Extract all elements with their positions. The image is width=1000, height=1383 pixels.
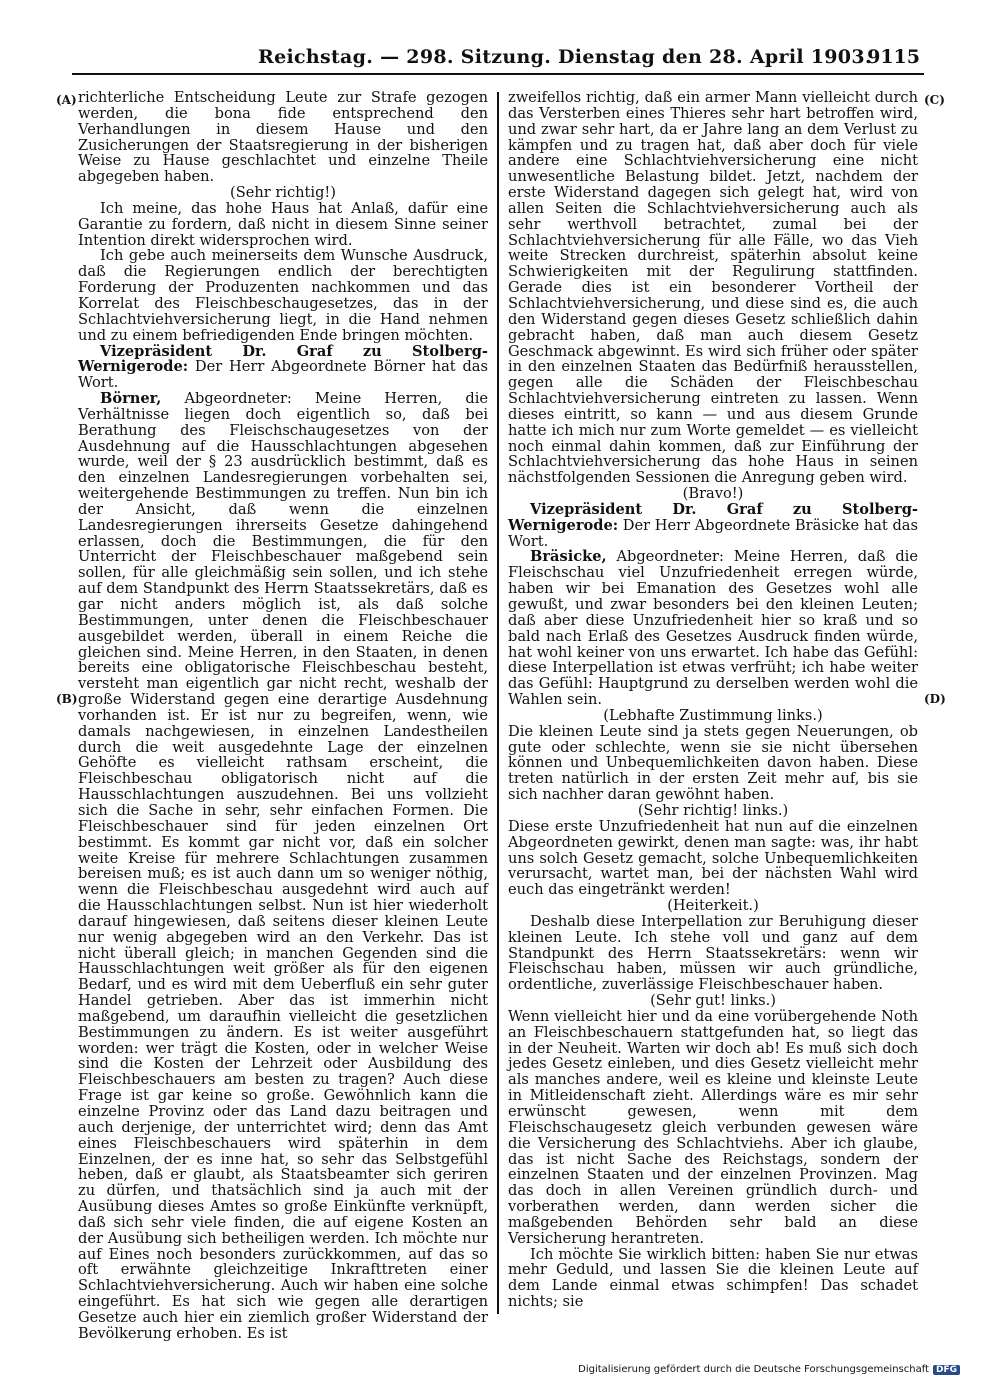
speaker-name: Vizepräsident Dr. Graf zu Stolberg-Wernigerode: [508, 500, 918, 534]
speaker-paragraph [508, 502, 918, 550]
column-divider [497, 92, 499, 1314]
interjection: (Sehr gut! links.) [650, 992, 776, 1010]
paragraph: Ich gebe auch meinerseits dem Wunsche Ausdruck, daß die Regierungen endlich der berechtigten Forderung der Produzenten nachkommen und das Korrelat des Fleischbeschaugesetzes, das in der Schlachtviehversicherung liegt, in die Hand nehmen und zu einem befriedigenden Ende bringen möchten. [78, 247, 488, 344]
speaker-name: Börner, [100, 390, 162, 408]
speaker-paragraph [78, 344, 488, 392]
paragraph: Deshalb diese Interpellation zur Beruhigung dieser kleinen Leute. Ich stehe voll und ganz auf dem Standpunkt des Herrn Staatssekretärs: wenn wir Fleischschau haben, müssen wir auch gründliche, ordentliche, zuverlässige Fleischbeschauer haben. [508, 912, 918, 994]
footer [578, 1364, 960, 1375]
page-title: Reichstag. — 298. Sitzung. Dienstag den 28. April 1903. [258, 46, 872, 68]
speaker-name: Vizepräsident Dr. Graf zu Stolberg-Wernigerode: [78, 342, 488, 376]
speech-text: Abgeordneter: Meine Herren, die Verhältnisse liegen doch eigentlich so, daß bei Berathung des Fleischschaugesetzes von der Ausdehnung auf die Hausschlachtungen abgesehen wurde, weil der § 23 ausdrücklich bestimmt, daß es den einzelnen Landesregierungen vorbehalten sei, weitergehende Bestimmungen zu treffen. Nun bin ich der Ansicht, daß wenn die einzelnen Landesregierungen ihrerseits Gesetze dahingehend erlassen, doch die Bestimmungen, die für den Unterricht der Fleischbeschauer maßgebend sein sollen, für alle gleichmäßig sein sollen, und ich stehe auf dem Standpunkt des Herrn Staatssekretärs, daß es gar nicht anders möglich ist, als daß solche Bestimmungen, unter denen die Fleischbeschauer ausgebildet werden, überall in einem Reiche die gleichen sind. Meine Herren, in den Staaten, in denen bereits eine obligatorische Fleischbeschau besteht, versteht man eigentlich gar nicht recht, weshalb der große Widerstand gegen eine derartige Ausdehnung vorhanden ist. Er ist nur zu begreifen, wenn, wie damals nachgewiesen, in einzelnen Landestheilen durch die weit ausgedehnte Lage der einzelnen Gehöfte es vielleicht rathsam erscheint, die Fleischbeschau obligatorisch nicht auf die Hausschlachtungen auszudehnen. Bei uns vollzieht sich die Sache in sehr, sehr einfachen Formen. Die Fleischbeschauer sind für jeden einzelnen Ort bestimmt. Es kommt gar nicht vor, daß ein solcher weite Kreise für mehrere Schlachtungen zusammen bereisen muß; es ist auch dann um so weniger nöthig, wenn die Fleischbeschau ausgedehnt wird auch auf die Hausschlachtungen selbst. Nun ist hier wiederholt darauf hingewiesen, daß seitens dieser kleinen Leute nur wenig abgegeben wird an den Verkehr. Das ist nicht überall gleich; in manchen Gegenden sind die Hausschlachtungen weit größer als für den eigenen Bedarf, und es wird mit dem Ueberfluß ein sehr guter Handel getrieben. Aber das ist immerhin nicht maßgebend, um daraufhin vielleicht die gesetzlichen Bestimmungen zu ändern. Es ist weiter ausgeführt worden: wer trägt die Kosten, oder in welcher Weise sind die Kosten der Lehrzeit oder Ausbildung des Fleischbeschauers am besten zu tragen? Auch diese Frage ist gar keine so große. Gewöhnlich kann die einzelne Provinz oder das Land dazu beitragen und auch derjenige, der unterrichtet wird; denn das Amt eines Fleischbeschauers wird späterhin in dem Einzelnen, der es inne hat, so sehr das Selbstgefühl heben, daß er glaubt, als Staatsbeamter sich geriren zu dürfen, und thatsächlich sind ja auch mit der Ausübung dieses Amtes so große Einkünfte verknüpft, daß sich sehr viele finden, die auf eigene Kosten an der Ausübung sich betheiligen werden. Ich möchte nur auf Eines noch besonders zurückkommen, auf das so oft erwähnte gleichzeitige Inkrafttreten einer Schlachtviehversicherung. Auch wir haben eine solche eingeführt. Es hat sich wie gegen alle derartigen Gesetze auch hier ein ziemlich großer Widerstand der Bevölkerung erhoben. Es ist [78, 390, 488, 1342]
interjection: (Heiterkeit.) [667, 897, 759, 915]
paragraph: Ich meine, das hohe Haus hat Anlaß, dafür eine Garantie zu fordern, daß nicht in diesem Sinne seiner Intention direkt widersprochen wird. [78, 199, 488, 249]
speaker-paragraph [78, 391, 488, 1342]
speech-text: Der Herr Abgeordnete Börner hat das Wort. [78, 358, 488, 392]
speech-text: Der Herr Abgeordnete Bräsicke hat das Wort. [508, 516, 918, 550]
footer-credit: Digitalisierung gefördert durch die Deutsche Forschungsgemeinschaft [578, 1364, 929, 1375]
left-column [78, 90, 488, 1342]
interjection: (Bravo!) [682, 485, 744, 503]
margin-mark-d: (D) [924, 692, 946, 706]
page-header [0, 44, 1000, 74]
header-rule [72, 73, 924, 75]
dfg-logo: DFG [933, 1365, 960, 1375]
paragraph: Die kleinen Leute sind ja stets gegen Neuerungen, ob gute oder schlechte, wenn sie sie nicht übersehen können und Unbequemlichkeiten davon haben. Diese treten natürlich in der ersten Zeit mehr auf, bis sie sich nachher daran gewöhnt haben. [508, 722, 918, 804]
margin-mark-b: (B) [56, 692, 78, 706]
paragraph: Diese erste Unzufriedenheit hat nun auf die einzelnen Abgeordneten gewirkt, denen man sagte: was, ihr habt uns solch Gesetz gemacht, solche Unbequemlichkeiten verursacht, wartet man, bei der nächsten Wahl wird euch das eingetränkt werden! [508, 817, 918, 899]
right-column [508, 90, 918, 1310]
margin-mark-a: (A) [56, 93, 77, 107]
interjection: (Sehr richtig! links.) [637, 801, 789, 819]
speaker-paragraph [508, 549, 918, 707]
paragraph: richterliche Entscheidung Leute zur Strafe gezogen werden, die bona fide entsprechend den Verhandlungen in diesem Hause und den Zusicherungen der Staatsregierung in der bisherigen Weise zu Hause geschlachtet und einzelne Theile abgegeben haben. [78, 89, 488, 186]
interjection: (Sehr richtig!) [230, 184, 336, 202]
margin-mark-c: (C) [924, 93, 945, 107]
paragraph: Ich möchte Sie wirklich bitten: haben Sie nur etwas mehr Geduld, und lassen Sie die kleinen Leute auf dem Lande einmal etwas schimpfen! Das schadet nichts; sie [508, 1245, 918, 1311]
paragraph: zweifellos richtig, daß ein armer Mann vielleicht durch das Versterben eines Thieres sehr hart betroffen wird, und zwar sehr hart, da er Jahre lang an dem Verlust zu kämpfen und zu tragen hat, daß aber doch für viele andere eine Schlachtviehversicherung eine nicht unwesentliche Belastung bildet. Jetzt, nachdem der erste Widerstand dagegen sich gelegt hat, wird von allen Seiten die Schlachtviehversicherung auch als sehr werthvoll betrachtet, zumal bei der Schlachtviehversicherung für alle Fälle, wo das Vieh weite Strecken durchreist, späterhin absolut keine Schwierigkeiten mit der Regulirung stattfinden. Gerade dies ist ein besonderer Vortheil der Schlachtviehversicherung, und diese sind es, die auch den Widerstand gegen dieses Gesetz schließlich dahin gebracht haben, daß man auch diesem Gesetz Geschmack abgewinnt. Es wird sich früher oder später in den einzelnen Staaten das Bedürfniß herausstellen, gegen alle die Schäden der Fleischbeschau Schlachtviehversicherung eintreten zu lassen. Wenn dieses eintritt, so kann — und aus diesem Grunde hatte ich mich nur zum Worte gemeldet — es vielleicht noch einmal dahin kommen, daß zur Einführung der Schlachtviehversicherung das hohe Haus in seinen nächstfolgenden Sessionen die Anregung geben wird. [508, 89, 918, 487]
speech-text: Abgeordneter: Meine Herren, daß die Fleischschau viel Unzufriedenheit erregen würde, haben wir bei Emanation des Gesetzes wohl alle gewußt, und zwar besonders bei den kleinen Leuten; daß aber diese Unzufriedenheit hier so kraß und so bald nach Erlaß des Gesetzes Ausdruck finden würde, hat wohl keiner von uns erwartet. Ich habe das Gefühl: diese Interpellation ist etwas verfrüht; ich habe weiter das Gefühl: Hauptgrund zu derselben werden wohl die Wahlen sein. [508, 548, 918, 709]
paragraph: Wenn vielleicht hier und da eine vorübergehende Noth an Fleischbeschauern stattgefunden hat, so liegt das in der Neuheit. Warten wir doch ab! Es muß sich doch jedes Gesetz einleben, und dies Gesetz vielleicht mehr als manches andere, weil es kleine und kleinste Leute in Mitleidenschaft zieht. Allerdings wäre es mir sehr erwünscht gewesen, wenn mit dem Fleischschaugesetz gleich verbunden gewesen wäre die Versicherung des Schlachtviehs. Aber ich glaube, das ist nicht Sache des Reichstags, sondern der einzelnen Staaten und der einzelnen Provinzen. Mag das doch in allen Vereinen gründlich durch- und vorberathen werden, dann werden sicher die maßgebenden Behörden sehr bald an diese Versicherung herantreten. [508, 1007, 918, 1247]
speaker-name: Bräsicke, [530, 548, 607, 566]
interjection: (Lebhafte Zustimmung links.) [603, 706, 823, 724]
page-number: 9115 [867, 46, 920, 68]
